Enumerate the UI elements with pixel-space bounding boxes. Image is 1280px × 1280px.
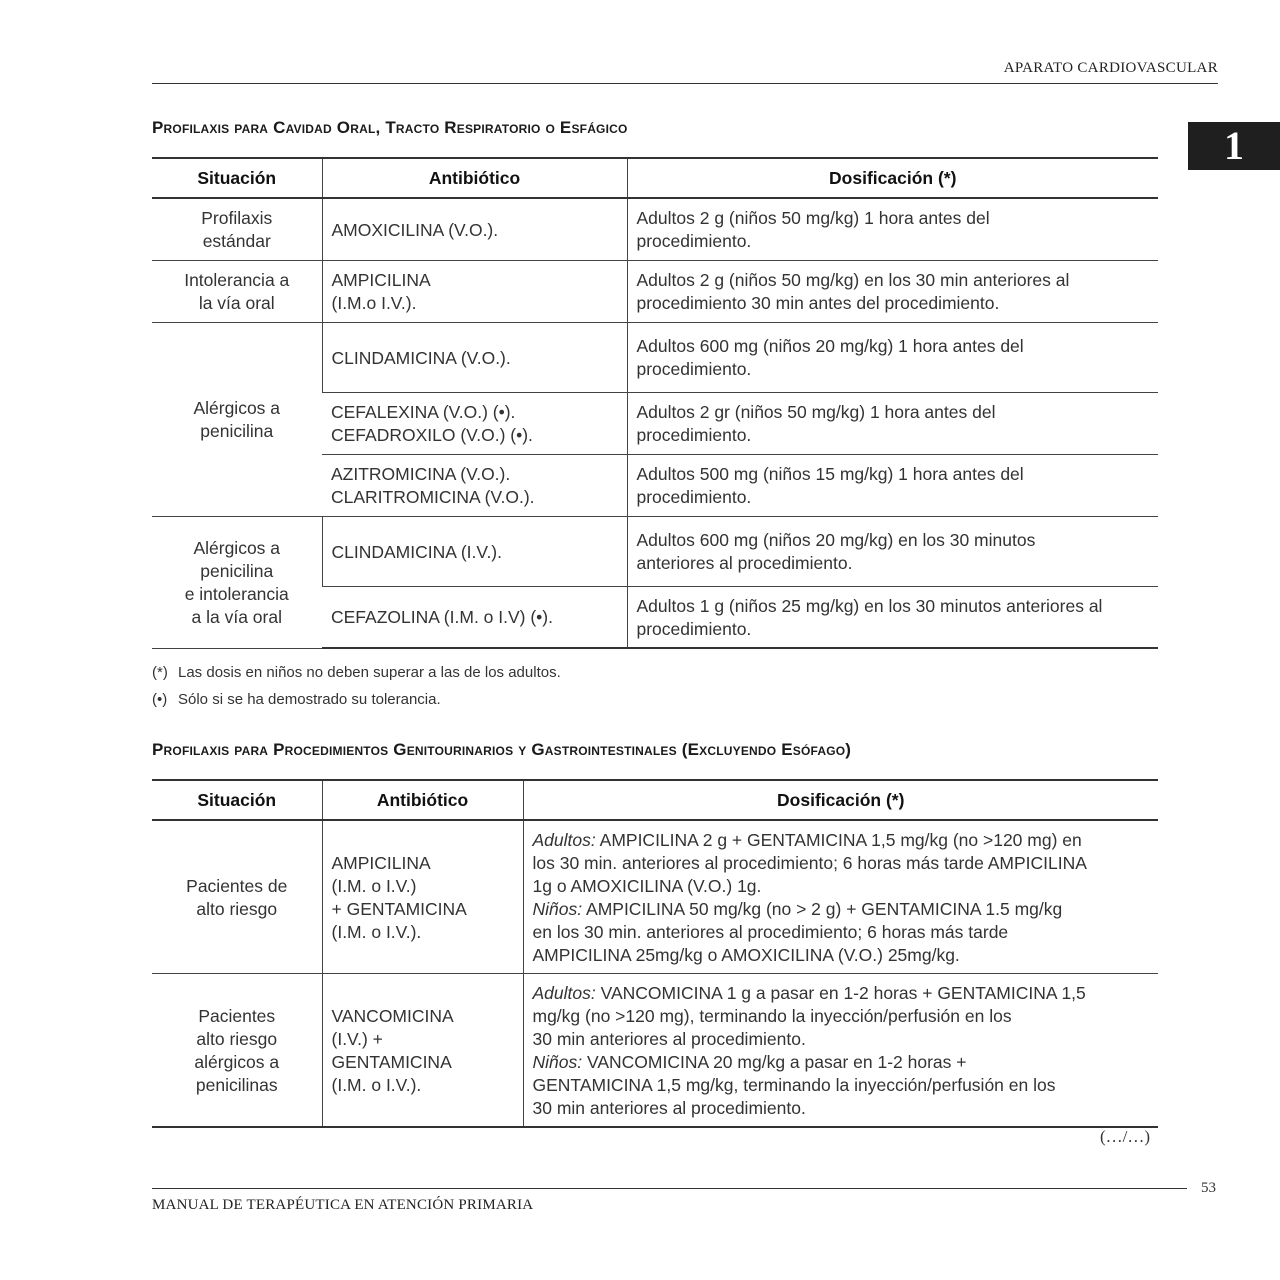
dosis-cell: Adultos 2 g (niños 50 mg/kg) en los 30 min anteriores al procedimiento 30 min antes del procedimiento.: [627, 260, 1158, 322]
antibiotico-cell: AMPICILINA (I.M.o I.V.).: [322, 260, 627, 322]
table-row: [152, 820, 1158, 974]
antibiotico-cell: AMPICILINA (I.M. o I.V.) + GENTAMICINA (I.M. o I.V.).: [322, 820, 523, 974]
antibiotico-cell: CEFAZOLINA (I.M. o I.V) (•).: [322, 586, 627, 648]
footnote-asterisk: (*) Las dosis en niños no deben superar a las de los adultos.: [152, 664, 561, 681]
running-header: APARATO CARDIOVASCULAR: [1003, 60, 1218, 76]
situacion-cell: Pacientes alto riesgo alérgicos a penicilinas: [152, 974, 322, 1128]
dosis-cell: Adultos 500 mg (niños 15 mg/kg) 1 hora antes del procedimiento.: [627, 454, 1158, 516]
footnote-bullet: (•) Sólo si se ha demostrado su tolerancia.: [152, 691, 441, 708]
table-row: [152, 198, 1158, 260]
table1: [152, 157, 1158, 649]
footer-rule: [152, 1188, 1187, 1189]
footer-title: MANUAL DE TERAPÉUTICA EN ATENCIÓN PRIMARIA: [152, 1197, 534, 1213]
antibiotico-cell: CLINDAMICINA (V.O.).: [322, 322, 627, 392]
col-header-situacion: Situación: [152, 780, 322, 820]
antibiotico-cell: CEFALEXINA (V.O.) (•). CEFADROXILO (V.O.) (•).: [322, 392, 627, 454]
table1-title: Profilaxis para Cavidad Oral, Tracto Respiratorio o Esfágico: [152, 118, 628, 137]
col-header-dosificacion: Dosificación (*): [627, 158, 1158, 198]
col-header-antibiotico: Antibiótico: [322, 158, 627, 198]
antibiotico-cell: CLINDAMICINA (I.V.).: [322, 516, 627, 586]
dosis-cell: Adultos 2 g (niños 50 mg/kg) 1 hora antes del procedimiento.: [627, 198, 1158, 260]
table2: [152, 779, 1158, 1128]
table-row: [152, 322, 1158, 392]
antibiotico-cell: AMOXICILINA (V.O.).: [322, 198, 627, 260]
table2-title: Profilaxis para Procedimientos Genitourinarios y Gastrointestinales (Excluyendo Esófago): [152, 740, 852, 759]
dosis-cell: Adultos: VANCOMICINA 1 g a pasar en 1-2 horas + GENTAMICINA 1,5 mg/kg (no >120 mg), terminando la inyección/perfusión en los 30 min anteriores al procedimiento. Niños: VANCOMICINA 20 mg/kg a pasar en 1-2 horas + GENTAMICINA 1,5 mg/kg, terminando la inyección/perfusión en los 30 min anteriores al procedimiento.: [523, 974, 1158, 1128]
table1-header-row: [152, 158, 1158, 198]
page-number: 53: [1201, 1180, 1216, 1196]
antibiotico-cell: AZITROMICINA (V.O.). CLARITROMICINA (V.O.).: [322, 454, 627, 516]
dosis-cell: Adultos: AMPICILINA 2 g + GENTAMICINA 1,5 mg/kg (no >120 mg) en los 30 min. anteriores al procedimiento; 6 horas más tarde AMPICILINA 1g o AMOXICILINA (V.O.) 1g. Niños: AMPICILINA 50 mg/kg (no > 2 g) + GENTAMICINA 1.5 mg/kg en los 30 min. anteriores al procedimiento; 6 horas más tarde AMPICILINA 25mg/kg o AMOXICILINA (V.O.) 25mg/kg.: [523, 820, 1158, 974]
situacion-cell: Alérgicos a penicilina: [152, 322, 322, 516]
dosis-cell: Adultos 600 mg (niños 20 mg/kg) en los 30 minutos anteriores al procedimiento.: [627, 516, 1158, 586]
col-header-situacion: Situación: [152, 158, 322, 198]
situacion-cell: Profilaxis estándar: [152, 198, 322, 260]
situacion-cell: Pacientes de alto riesgo: [152, 820, 322, 974]
dosis-cell: Adultos 2 gr (niños 50 mg/kg) 1 hora antes del procedimiento.: [627, 392, 1158, 454]
col-header-dosificacion: Dosificación (*): [523, 780, 1158, 820]
antibiotico-cell: VANCOMICINA (I.V.) + GENTAMICINA (I.M. o I.V.).: [322, 974, 523, 1128]
dosis-cell: Adultos 600 mg (niños 20 mg/kg) 1 hora antes del procedimiento.: [627, 322, 1158, 392]
table-row: [152, 516, 1158, 586]
table-row: [152, 260, 1158, 322]
header-rule: [152, 83, 1218, 84]
table2-header-row: [152, 780, 1158, 820]
chapter-tab: 1: [1188, 122, 1280, 170]
situacion-cell: Intolerancia a la vía oral: [152, 260, 322, 322]
continuation-mark: (…/…): [1100, 1127, 1151, 1146]
table-row: [152, 974, 1158, 1128]
col-header-antibiotico: Antibiótico: [322, 780, 523, 820]
dosis-cell: Adultos 1 g (niños 25 mg/kg) en los 30 minutos anteriores al procedimiento.: [627, 586, 1158, 648]
situacion-cell: Alérgicos a penicilina e intolerancia a la vía oral: [152, 516, 322, 648]
